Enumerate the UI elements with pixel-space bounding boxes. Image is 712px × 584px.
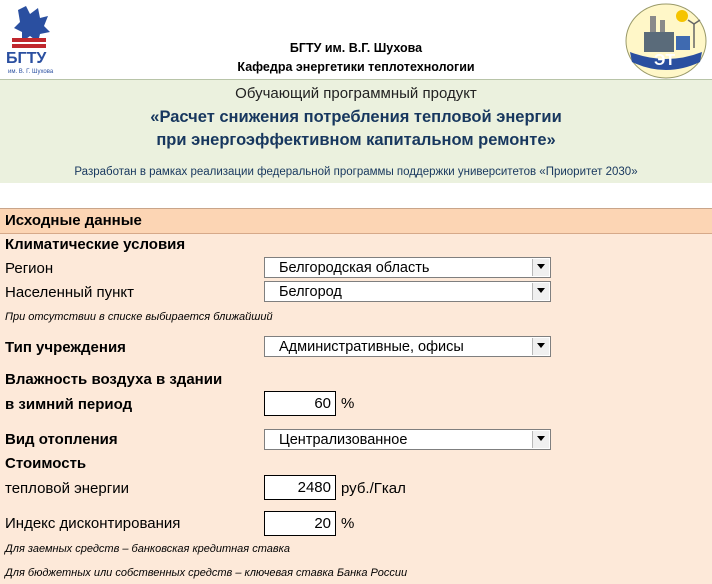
heating-value: Централизованное	[279, 432, 408, 448]
region-label: Регион	[5, 260, 54, 277]
discount-hint-loan: Для заемных средств – банковская кредитная ставка	[5, 543, 290, 555]
city-hint: При отсутствии в списке выбирается ближайший	[5, 311, 273, 323]
city-dropdown[interactable]	[264, 281, 551, 302]
discount-value: 20	[314, 515, 331, 532]
program-note: Разработан в рамках реализации федеральной программы поддержки университетов «Приоритет 2030»	[74, 166, 638, 178]
discount-label: Индекс дисконтирования	[5, 515, 181, 532]
discount-hint-budget: Для бюджетных или собственных средств – ключевая ставка Банка России	[5, 567, 408, 579]
heat-cost-input[interactable]	[264, 475, 336, 500]
department-name: Кафедра энергетики теплотехнологии	[237, 60, 475, 74]
product-label: Обучающий программный продукт	[235, 85, 477, 102]
input-data-section	[0, 208, 712, 584]
city-value: Белгород	[279, 284, 342, 300]
university-name: БГТУ им. В.Г. Шухова	[289, 41, 423, 55]
section-title: Исходные данные	[5, 212, 142, 229]
city-label: Населенный пункт	[5, 284, 135, 301]
intro-panel	[0, 79, 712, 184]
chevron-down-icon[interactable]	[532, 259, 549, 276]
humidity-value: 60	[314, 395, 331, 412]
cost-heading: Стоимость	[5, 455, 87, 472]
section-header	[0, 209, 712, 234]
product-title-line1: «Расчет снижения потребления тепловой энергии	[150, 108, 562, 126]
chevron-down-icon[interactable]	[532, 338, 549, 355]
discount-unit: %	[341, 515, 355, 532]
logo-left-subtext: им. В. Г. Шухова	[8, 69, 54, 75]
region-value: Белгородская область	[279, 260, 430, 276]
heat-cost-value: 2480	[297, 479, 331, 496]
humidity-unit: %	[341, 395, 355, 412]
climate-heading: Климатические условия	[5, 236, 186, 253]
logo-right-text: ЭТ	[654, 52, 676, 69]
discount-input[interactable]	[264, 511, 336, 536]
heat-cost-label: тепловой энергии	[5, 480, 129, 497]
institution-dropdown[interactable]	[264, 336, 551, 357]
chevron-down-icon[interactable]	[532, 283, 549, 300]
product-title-line2: при энергоэффективном капитальном ремонте»	[156, 131, 556, 149]
heating-dropdown[interactable]	[264, 429, 551, 450]
heating-label: Вид отопления	[5, 431, 118, 448]
spacer-row	[0, 183, 712, 209]
institution-label: Тип учреждения	[5, 339, 126, 356]
department-logo	[624, 2, 708, 80]
humidity-label-line1: Влажность воздуха в здании	[5, 371, 223, 388]
humidity-label-line2: в зимний период	[5, 396, 133, 413]
humidity-input[interactable]	[264, 391, 336, 416]
heat-cost-unit: руб./Гкал	[341, 480, 406, 497]
logo-left-text: БГТУ	[6, 50, 47, 67]
region-dropdown[interactable]	[264, 257, 551, 278]
header	[0, 0, 712, 80]
chevron-down-icon[interactable]	[532, 431, 549, 448]
institution-value: Административные, офисы	[279, 339, 464, 355]
